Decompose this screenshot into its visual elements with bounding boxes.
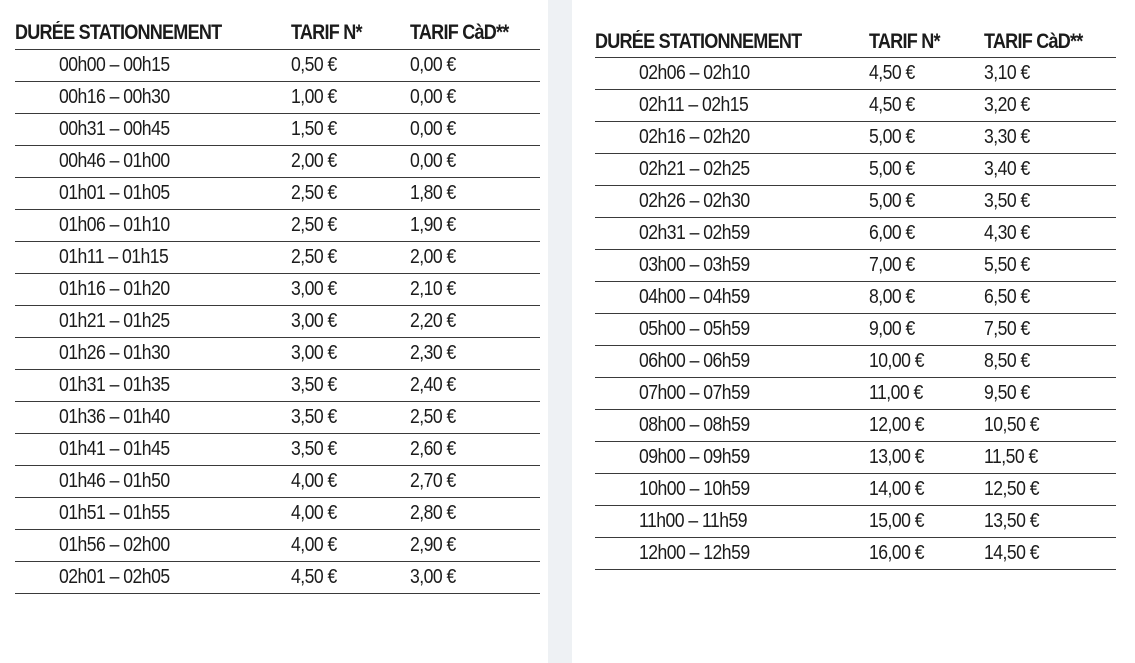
cell-duration: [15, 370, 291, 402]
cell-tarif-n: [291, 338, 410, 370]
header-row: [595, 26, 1116, 58]
cell-tarif-cad: [984, 122, 1116, 154]
cell-tarif-n-text: 4,00 €: [291, 534, 337, 556]
header-tarif-cad: TARIF CàD**: [984, 26, 1098, 58]
cell-tarif-cad-text: 2,70 €: [410, 470, 456, 492]
cell-tarif-cad-text: 2,60 €: [410, 438, 456, 460]
cell-duration: [595, 250, 869, 282]
cell-tarif-n: [869, 314, 984, 346]
cell-duration: [595, 538, 869, 570]
cell-tarif-n: [291, 114, 410, 146]
cell-duration: [595, 378, 869, 410]
cell-duration: [595, 218, 869, 250]
table-row: [595, 186, 1116, 218]
cell-duration-text: 01h56 – 02h00: [59, 534, 170, 556]
cell-tarif-cad-text: 0,00 €: [410, 86, 456, 108]
table-row: [595, 314, 1116, 346]
cell-tarif-cad: [410, 82, 540, 114]
cell-tarif-n: [869, 218, 984, 250]
table-row: [595, 506, 1116, 538]
cell-tarif-n-text: 4,50 €: [291, 566, 337, 588]
cell-tarif-n-text: 6,00 €: [869, 222, 915, 244]
cell-duration: [15, 306, 291, 338]
cell-duration: [15, 146, 291, 178]
cell-tarif-cad: [410, 114, 540, 146]
table-body: [15, 50, 540, 594]
cell-tarif-n: [291, 82, 410, 114]
cell-tarif-cad: [984, 186, 1116, 218]
table-row: [595, 58, 1116, 90]
cell-tarif-n: [869, 90, 984, 122]
cell-tarif-n: [291, 146, 410, 178]
cell-tarif-cad-text: 13,50 €: [984, 510, 1040, 532]
cell-tarif-n-text: 3,00 €: [291, 310, 337, 332]
cell-duration: [15, 434, 291, 466]
cell-tarif-n-text: 7,00 €: [869, 254, 915, 276]
cell-tarif-cad: [410, 306, 540, 338]
table-row: [595, 474, 1116, 506]
cell-tarif-n-text: 4,00 €: [291, 470, 337, 492]
cell-tarif-cad: [984, 346, 1116, 378]
cell-tarif-cad: [984, 538, 1116, 570]
cell-duration-text: 01h16 – 01h20: [59, 278, 170, 300]
table-row: [595, 346, 1116, 378]
cell-tarif-n-text: 13,00 €: [869, 446, 925, 468]
table-row: [15, 242, 540, 274]
cell-tarif-n-text: 1,00 €: [291, 86, 337, 108]
cell-tarif-n-text: 9,00 €: [869, 318, 915, 340]
cell-tarif-cad: [410, 338, 540, 370]
cell-duration-text: 01h21 – 01h25: [59, 310, 170, 332]
header-tarif-n: TARIF N*: [291, 17, 393, 50]
cell-duration: [15, 114, 291, 146]
cell-tarif-cad: [984, 282, 1116, 314]
cell-tarif-n-text: 14,00 €: [869, 478, 925, 500]
cell-duration-text: 02h16 – 02h20: [639, 126, 750, 148]
table-row: [595, 250, 1116, 282]
cell-tarif-n: [291, 274, 410, 306]
cell-duration-text: 01h41 – 01h45: [59, 438, 170, 460]
cell-duration-text: 02h31 – 02h59: [639, 222, 750, 244]
cell-tarif-cad: [984, 314, 1116, 346]
cell-tarif-n-text: 11,00 €: [869, 382, 923, 404]
header-duration: DURÉE STATIONNEMENT: [15, 17, 252, 50]
cell-tarif-cad-text: 14,50 €: [984, 542, 1040, 564]
cell-duration-text: 07h00 – 07h59: [639, 382, 750, 404]
cell-tarif-n: [291, 466, 410, 498]
cell-duration-text: 01h36 – 01h40: [59, 406, 170, 428]
table-row: [15, 530, 540, 562]
table-row: [595, 378, 1116, 410]
table-row: [15, 50, 540, 82]
table-header: [15, 17, 540, 50]
cell-tarif-cad-text: 4,30 €: [984, 222, 1030, 244]
cell-tarif-cad-text: 5,50 €: [984, 254, 1030, 276]
cell-tarif-cad: [410, 210, 540, 242]
cell-duration: [15, 50, 291, 82]
cell-tarif-cad-text: 12,50 €: [984, 478, 1040, 500]
table-row: [15, 274, 540, 306]
cell-tarif-cad-text: 6,50 €: [984, 286, 1030, 308]
table-row: [595, 122, 1116, 154]
cell-tarif-cad-text: 8,50 €: [984, 350, 1030, 372]
header-row: [15, 17, 540, 50]
table-row: [15, 402, 540, 434]
cell-duration-text: 09h00 – 09h59: [639, 446, 750, 468]
cell-tarif-n: [291, 306, 410, 338]
cell-tarif-cad-text: 10,50 €: [984, 414, 1040, 436]
cell-tarif-cad: [984, 442, 1116, 474]
cell-tarif-n: [869, 442, 984, 474]
cell-duration-text: 00h31 – 00h45: [59, 118, 170, 140]
cell-tarif-cad: [984, 474, 1116, 506]
cell-tarif-cad-text: 2,00 €: [410, 246, 456, 268]
cell-tarif-n-text: 2,50 €: [291, 214, 337, 236]
cell-duration-text: 04h00 – 04h59: [639, 286, 750, 308]
cell-tarif-n-text: 5,00 €: [869, 126, 915, 148]
cell-tarif-cad-text: 3,00 €: [410, 566, 456, 588]
cell-tarif-cad: [410, 498, 540, 530]
cell-tarif-n: [291, 50, 410, 82]
cell-duration: [595, 474, 869, 506]
table-row: [595, 538, 1116, 570]
cell-tarif-cad: [410, 562, 540, 594]
cell-tarif-n: [291, 402, 410, 434]
cell-tarif-cad: [984, 410, 1116, 442]
cell-tarif-n: [869, 282, 984, 314]
cell-tarif-cad-text: 3,40 €: [984, 158, 1030, 180]
table-row: [15, 370, 540, 402]
cell-duration-text: 01h31 – 01h35: [59, 374, 170, 396]
cell-duration: [15, 466, 291, 498]
table-row: [15, 306, 540, 338]
cell-tarif-cad-text: 0,00 €: [410, 150, 456, 172]
cell-duration: [15, 338, 291, 370]
cell-tarif-cad: [984, 58, 1116, 90]
cell-tarif-n: [869, 378, 984, 410]
cell-tarif-cad-text: 11,50 €: [984, 446, 1038, 468]
cell-tarif-cad-text: 2,20 €: [410, 310, 456, 332]
cell-duration: [15, 242, 291, 274]
cell-tarif-n-text: 3,00 €: [291, 278, 337, 300]
cell-tarif-cad-text: 0,00 €: [410, 118, 456, 140]
cell-duration: [15, 274, 291, 306]
table-row: [595, 90, 1116, 122]
table-row: [595, 442, 1116, 474]
cell-duration-text: 00h00 – 00h15: [59, 54, 170, 76]
table-row: [15, 82, 540, 114]
cell-tarif-n-text: 16,00 €: [869, 542, 925, 564]
cell-tarif-n: [291, 530, 410, 562]
table-header: [595, 26, 1116, 58]
table-row: [15, 562, 540, 594]
cell-tarif-n-text: 4,50 €: [869, 94, 915, 116]
table-row: [15, 210, 540, 242]
cell-duration: [595, 122, 869, 154]
cell-duration: [15, 178, 291, 210]
cell-tarif-cad: [984, 154, 1116, 186]
cell-tarif-cad-text: 3,30 €: [984, 126, 1030, 148]
cell-tarif-cad-text: 3,50 €: [984, 190, 1030, 212]
cell-tarif-n-text: 2,50 €: [291, 182, 337, 204]
cell-duration-text: 01h51 – 01h55: [59, 502, 170, 524]
cell-tarif-cad: [410, 402, 540, 434]
cell-duration: [595, 506, 869, 538]
cell-duration: [595, 58, 869, 90]
cell-tarif-n-text: 4,00 €: [291, 502, 337, 524]
cell-tarif-n-text: 12,00 €: [869, 414, 925, 436]
cell-tarif-n: [291, 178, 410, 210]
cell-duration: [15, 562, 291, 594]
cell-tarif-cad-text: 2,10 €: [410, 278, 456, 300]
cell-duration: [15, 210, 291, 242]
table-row: [15, 498, 540, 530]
cell-duration-text: 05h00 – 05h59: [639, 318, 750, 340]
cell-duration: [15, 402, 291, 434]
cell-duration: [595, 154, 869, 186]
cell-duration: [595, 346, 869, 378]
cell-duration-text: 03h00 – 03h59: [639, 254, 750, 276]
cell-tarif-n: [291, 562, 410, 594]
cell-duration: [595, 314, 869, 346]
cell-tarif-cad-text: 3,10 €: [984, 62, 1030, 84]
cell-tarif-cad: [410, 530, 540, 562]
cell-tarif-n: [869, 122, 984, 154]
cell-tarif-cad: [410, 370, 540, 402]
cell-tarif-cad: [984, 506, 1116, 538]
cell-tarif-n: [869, 58, 984, 90]
cell-tarif-n: [291, 210, 410, 242]
cell-tarif-n: [291, 370, 410, 402]
cell-duration-text: 11h00 – 11h59: [639, 510, 747, 532]
cell-tarif-n: [869, 250, 984, 282]
table-row: [15, 114, 540, 146]
table-row: [595, 282, 1116, 314]
cell-tarif-cad: [410, 466, 540, 498]
table-row: [15, 146, 540, 178]
cell-tarif-n-text: 5,00 €: [869, 190, 915, 212]
cell-tarif-cad: [984, 218, 1116, 250]
cell-tarif-cad-text: 7,50 €: [984, 318, 1030, 340]
cell-tarif-cad-text: 9,50 €: [984, 382, 1030, 404]
cell-tarif-cad-text: 2,40 €: [410, 374, 456, 396]
cell-duration-text: 00h46 – 01h00: [59, 150, 170, 172]
cell-tarif-cad-text: 2,50 €: [410, 406, 456, 428]
table-row: [595, 218, 1116, 250]
table-body: [595, 58, 1116, 570]
table-row: [595, 410, 1116, 442]
header-tarif-n: TARIF N*: [869, 26, 968, 58]
cell-tarif-n-text: 15,00 €: [869, 510, 925, 532]
cell-tarif-cad: [410, 146, 540, 178]
cell-tarif-n: [291, 498, 410, 530]
cell-tarif-n: [869, 538, 984, 570]
table-row: [15, 178, 540, 210]
table-row: [15, 338, 540, 370]
cell-duration-text: 02h06 – 02h10: [639, 62, 750, 84]
table-row: [15, 466, 540, 498]
cell-tarif-n: [869, 410, 984, 442]
cell-duration-text: 01h01 – 01h05: [59, 182, 170, 204]
cell-tarif-cad-text: 0,00 €: [410, 54, 456, 76]
cell-tarif-n: [869, 154, 984, 186]
cell-tarif-cad-text: 1,90 €: [410, 214, 456, 236]
cell-tarif-cad: [984, 378, 1116, 410]
cell-tarif-n-text: 8,00 €: [869, 286, 915, 308]
cell-duration-text: 12h00 – 12h59: [639, 542, 750, 564]
cell-tarif-cad: [410, 434, 540, 466]
column-divider-strip: [548, 0, 572, 663]
cell-duration-text: 06h00 – 06h59: [639, 350, 750, 372]
cell-tarif-n-text: 0,50 €: [291, 54, 337, 76]
cell-tarif-cad: [984, 250, 1116, 282]
cell-duration: [595, 186, 869, 218]
cell-tarif-n-text: 2,50 €: [291, 246, 337, 268]
cell-tarif-n-text: 4,50 €: [869, 62, 915, 84]
cell-tarif-cad-text: 3,20 €: [984, 94, 1030, 116]
cell-tarif-n: [869, 346, 984, 378]
cell-tarif-cad-text: 2,30 €: [410, 342, 456, 364]
tariff-table-right: [595, 26, 1116, 570]
cell-duration-text: 01h06 – 01h10: [59, 214, 170, 236]
cell-duration: [595, 410, 869, 442]
cell-duration-text: 02h01 – 02h05: [59, 566, 170, 588]
cell-tarif-n-text: 3,50 €: [291, 438, 337, 460]
cell-tarif-n-text: 2,00 €: [291, 150, 337, 172]
cell-tarif-cad: [410, 242, 540, 274]
cell-duration-text: 01h46 – 01h50: [59, 470, 170, 492]
cell-duration-text: 02h11 – 02h15: [639, 94, 749, 116]
cell-duration-text: 08h00 – 08h59: [639, 414, 750, 436]
cell-tarif-n-text: 10,00 €: [869, 350, 925, 372]
header-tarif-cad: TARIF CàD**: [410, 17, 522, 50]
tariff-table-left: [15, 17, 540, 594]
cell-duration: [15, 498, 291, 530]
cell-tarif-n: [869, 474, 984, 506]
cell-duration: [595, 282, 869, 314]
cell-duration-text: 01h11 – 01h15: [59, 246, 169, 268]
cell-tarif-n-text: 3,50 €: [291, 374, 337, 396]
table-row: [15, 434, 540, 466]
cell-duration-text: 01h26 – 01h30: [59, 342, 170, 364]
cell-duration-text: 02h21 – 02h25: [639, 158, 750, 180]
cell-duration-text: 10h00 – 10h59: [639, 478, 750, 500]
cell-tarif-cad-text: 2,80 €: [410, 502, 456, 524]
cell-tarif-cad-text: 2,90 €: [410, 534, 456, 556]
cell-duration: [15, 82, 291, 114]
cell-duration: [595, 90, 869, 122]
cell-tarif-n: [869, 506, 984, 538]
cell-duration-text: 00h16 – 00h30: [59, 86, 170, 108]
cell-duration: [15, 530, 291, 562]
cell-duration-text: 02h26 – 02h30: [639, 190, 750, 212]
cell-tarif-cad: [410, 178, 540, 210]
cell-tarif-n: [291, 434, 410, 466]
cell-tarif-cad: [984, 90, 1116, 122]
cell-tarif-cad-text: 1,80 €: [410, 182, 456, 204]
cell-tarif-n-text: 3,00 €: [291, 342, 337, 364]
cell-tarif-n-text: 3,50 €: [291, 406, 337, 428]
cell-tarif-cad: [410, 50, 540, 82]
cell-tarif-n: [869, 186, 984, 218]
cell-duration: [595, 442, 869, 474]
table-row: [595, 154, 1116, 186]
cell-tarif-n: [291, 242, 410, 274]
header-duration: DURÉE STATIONNEMENT: [595, 26, 831, 58]
cell-tarif-n-text: 5,00 €: [869, 158, 915, 180]
cell-tarif-cad: [410, 274, 540, 306]
cell-tarif-n-text: 1,50 €: [291, 118, 337, 140]
